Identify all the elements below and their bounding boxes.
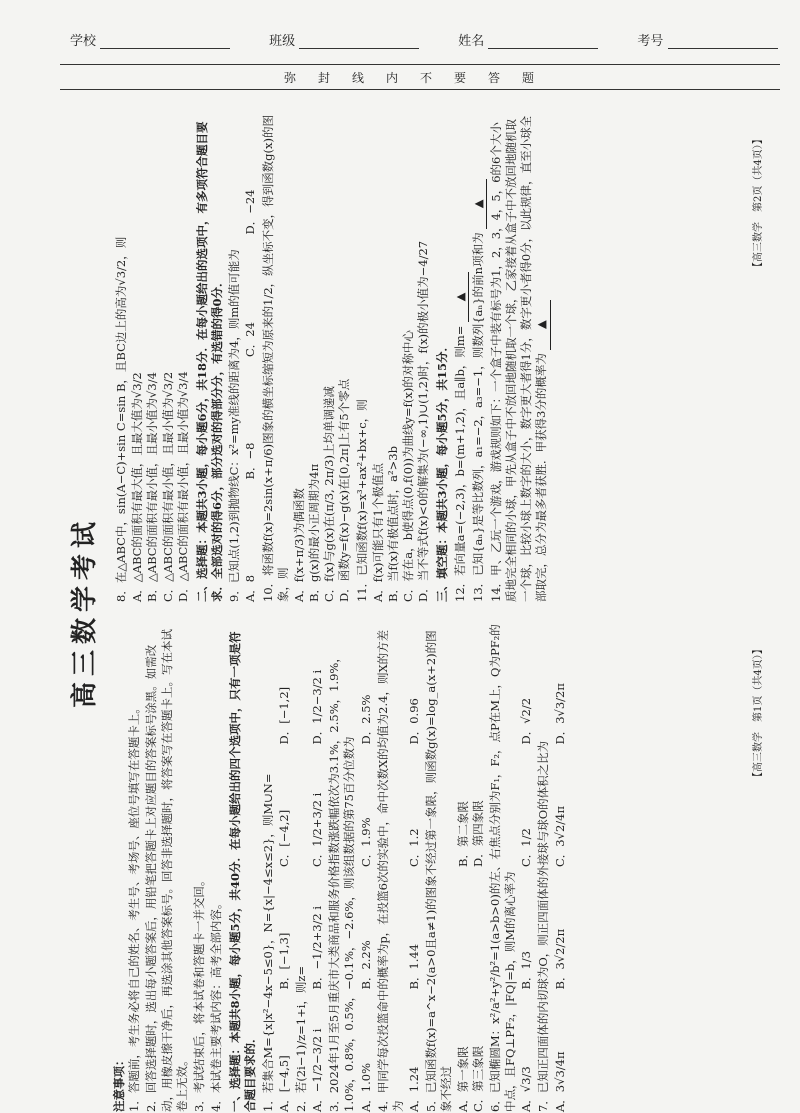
question-7-options [553, 622, 568, 1112]
page2-footer: 【高三数学 第2页（共4页）】 [753, 134, 764, 272]
section-3-heading: 三、填空题：本题共3小题，每小题5分，共15分． [435, 339, 450, 602]
option-a: A．3√3/4π [552, 1051, 567, 1112]
answer-blank[interactable]: ▲ [453, 272, 469, 322]
option-d: D．1/2−3/2 i [310, 669, 325, 745]
question-6-options [519, 622, 534, 1112]
option-c: C．f(x)与g(x)在(π/3, 2π/3)上均单调递减 [322, 386, 337, 602]
question-11-options [371, 112, 432, 602]
option-b: B．g(x)的最小正周期为4π [307, 463, 322, 602]
option-a: A．1.24 [407, 1066, 422, 1112]
option-b: B．1/3 [519, 951, 534, 990]
exam-header [0, 0, 800, 92]
answer-blank[interactable]: ▲ [534, 300, 550, 350]
option-b: B．2.2% [358, 940, 373, 990]
option-c: C．1.9% [358, 817, 373, 867]
option-d: D．0.96 [407, 698, 422, 745]
question-10-stem: 10．将函数f(x)=2sin(x+π/6)图象的横坐标缩短为原来的1/2，纵坐标不变，得到函数g(x)的图象，则 [260, 115, 290, 602]
question-2-options [310, 622, 325, 1112]
question-11-stem: 11．已知函数f(x)=x³+ax²+bx+c，则 [354, 399, 369, 602]
question-6-stem: 6．已知椭圆M：x²/a²+y²/b²=1(a>b>0)的左、右焦点分别为F₁，F₂，点P在M上，Q为PF₂的中点，且FQ⊥PF₂，|FQ|=b，则M的离心率为 [487, 624, 518, 1112]
question-8-options [130, 112, 191, 602]
option-a: A．8 [243, 574, 258, 602]
question-9-stem: 9．已知点(1,2)到抛物线C：x²=my准线的距离为4，则m的值可能为 [227, 249, 242, 602]
option-b: B．[−1,3] [276, 932, 291, 990]
option-b: B．当f(x)有极值点时，a²>3b [385, 446, 400, 602]
option-d: D．第四象限 [470, 800, 485, 867]
page1-footer: 【高三数学 第1页（共4页）】 [753, 644, 764, 782]
option-d: D．[−1,2] [276, 686, 291, 745]
student-info-fields [70, 30, 787, 49]
option-c: C．1.2 [407, 828, 422, 867]
school-label: 学校 [70, 34, 97, 49]
option-a: A．1.0% [358, 1062, 373, 1112]
option-c: C．第三象限 [470, 1045, 485, 1112]
option-b: B．第二象限 [455, 801, 470, 867]
name-label: 姓名 [458, 34, 485, 49]
page1-column [112, 622, 570, 1112]
option-c: C．1/2+3/2 i [310, 792, 325, 867]
question-3-options [359, 622, 374, 1112]
option-b: B．3√2/2π [552, 928, 567, 990]
option-b: B．−1/2+3/2 i [310, 905, 325, 990]
question-1-options [277, 622, 292, 1112]
option-c: C．24 [243, 322, 258, 357]
option-d: D．函数y=f(x)−g(x)在[0,2π]上有5个零点 [337, 378, 352, 602]
option-b: B．−8 [243, 442, 258, 480]
question-3-stem: 3．2024年1月至5月重庆市大类商品和服务价格指数涨跌幅依次为3.1%，2.5%，1.9%，1.0%，0.8%，0.5%，−0.1%，−2.6%，则该组数据的第75百分位数为 [327, 651, 357, 1112]
question-5-options [456, 622, 486, 1112]
school-field[interactable] [100, 34, 230, 49]
class-field[interactable] [299, 34, 419, 49]
question-13-stem: 13．已知{aₙ}是等比数列，a₁=−2，a₃=−1，则数列{aₙ}的前n项和为 [470, 232, 485, 602]
option-a: A．[−4,5] [276, 1055, 291, 1112]
id-field[interactable] [668, 34, 778, 49]
question-4-stem: 4．甲同学每次投篮命中的概率为p，在投篮6次的实验中，命中次数X的均值为2.4，则X的方差为 [375, 629, 405, 1112]
option-c: C．[−4,2] [276, 809, 291, 867]
option-d: D．−24 [243, 189, 258, 235]
question-5-stem: 5．已知函数f(x)=a^x−2(a>0且a≠1)的图象不经过第一象限，则函数g(x)=log_a(x+2)的图象不经过 [424, 630, 454, 1112]
option-d: D．√2/2 [519, 697, 534, 745]
option-b: B．△ABC的面积有最小值，且最小值为√3/4 [145, 372, 160, 602]
question-10-options [292, 112, 353, 602]
note-item: 2．回答选择题时，选出每小题答案后，用铅笔把答题卡上对应题目的答案标号涂黑。如需改动，用橡皮擦干净后，再选涂其他答案标号。回答非选择题时，将答案写在答题卡上。写在本试卷上无效。 [144, 629, 189, 1112]
option-c: C．3√2/4π [552, 805, 567, 867]
exam-title: 高三数学考试 [70, 516, 100, 709]
option-a: A．△ABC的面积有最大值，且最大值为√3/2 [130, 372, 145, 602]
question-14 [489, 112, 551, 602]
class-label: 班级 [269, 34, 296, 49]
note-item: 1．答题前，考生务必将自己的姓名、考生号、考场号、座位号填写在答题卡上。 [127, 702, 142, 1112]
option-d: D．3√3/2π [552, 683, 567, 745]
section-1-heading: 一、选择题：本题共8小题，每小题5分，共40分．在每小题给出的四个选项中，只有一项是符合题目要求的． [228, 631, 258, 1112]
option-d: D．△ABC的面积有最小值，且最小值为√3/4 [175, 371, 190, 602]
note-item: 3．考试结束后，将本试卷和答题卡一并交回。 [191, 874, 206, 1112]
question-2-stem: 2．若(2i−1)/z=1+i，则z= [293, 965, 308, 1112]
option-c: C．△ABC的面积有最小值，且最小值为√3/2 [160, 371, 175, 602]
id-label: 考号 [637, 34, 664, 49]
question-8-stem: 8．在△ABC中，sin(A−C)+sin C=sin B，且BC边上的高为√3/2，则 [114, 236, 128, 602]
option-a: A．第一象限 [455, 1046, 470, 1112]
option-c: C．1/2 [519, 828, 534, 867]
name-field[interactable] [488, 34, 598, 49]
option-d: D．当不等式f(x)<0的解集为(−∞,1)∪(1,2)时，f(x)的极小值为−4/27 [416, 240, 431, 602]
option-c: C．存在a，b使得点(0,f(0))为曲线y=f(x)的对称中心 [401, 330, 416, 602]
question-12-stem: 12．若向量a=(−2,3)，b=(m+1,2)，且a∥b，则m= [452, 325, 467, 602]
question-14-stem: 14．甲、乙玩一个游戏，游戏规则如下：一个盒子中装有标号为1，2，3，4，5，6的6个大小质地完全相同的小球，甲先从盒子中不放回地随机取一个球，乙家接着从盒子中不放回地随机取一个球，比较小球上数字的大小，数字更大者得1分，数字更小者得0分，以此规律，直至小球全部取完，总分为最多者获胜．甲获得3分的概率为 [488, 115, 549, 602]
seal-line-text: 弥封线内不要答题 [283, 71, 556, 85]
option-a: A．−1/2−3/2 i [310, 1028, 325, 1112]
notes-heading: 注意事项： [112, 1054, 126, 1112]
option-d: D．2.5% [358, 694, 373, 745]
option-b: B．1.44 [407, 943, 422, 990]
page2-column [112, 112, 552, 602]
question-4-options [407, 622, 422, 1112]
rotated-exam-sheet [60, 112, 770, 1112]
question-1-stem: 1．若集合M={x|x²−4x−5≤0}，N={x|−4≤x≤2}，则M∪N= [260, 773, 275, 1112]
question-12 [453, 112, 469, 602]
question-13 [471, 112, 487, 602]
note-item: 4．本试卷主要考试内容：高考全部内容。 [209, 897, 224, 1112]
question-7-stem: 7．已知正四面体的内切球为O，则正四面体的外接球与球O的体积之比为 [536, 740, 551, 1112]
section-2-heading: 二、选择题：本题共3小题，每小题6分，共18分．在每小题给出的选项中，有多项符合题目要求．全部选对的得6分，部分选对的得部分分，有选错的得0分． [194, 121, 225, 602]
option-a: A．√3/3 [519, 1066, 534, 1112]
option-a: A．f(x)可能只有1个极值点 [370, 463, 385, 602]
answer-blank[interactable]: ▲ [471, 179, 487, 229]
question-9-options [243, 112, 258, 602]
option-a: A．f(x+π/3)为偶函数 [291, 488, 306, 602]
seal-bar [60, 64, 780, 90]
